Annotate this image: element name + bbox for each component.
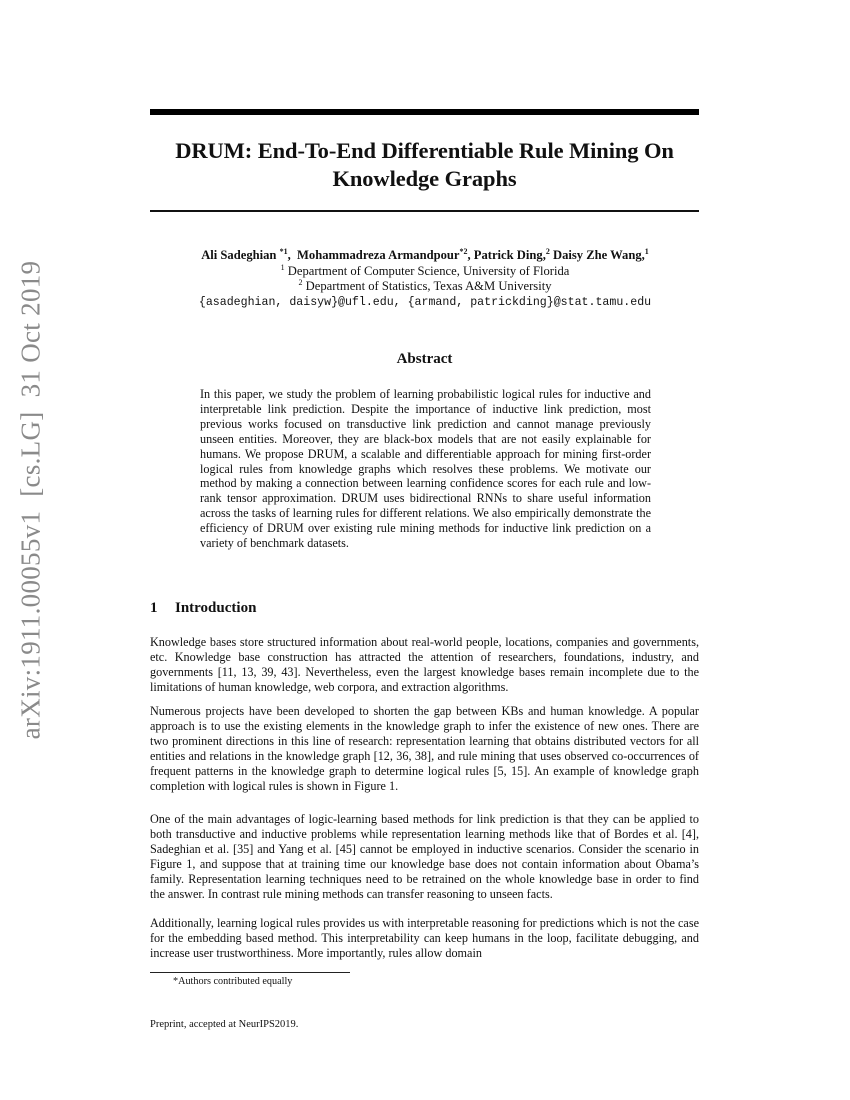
author-mark: *1 [279,247,288,256]
affiliation [130,279,720,295]
author-mark: *2 [459,247,468,256]
body-paragraph: Knowledge bases store structured information about real-world people, locations, companies and governments, etc. Knowledge base construction has attracted the attention of researchers, foundations, industry, and governments [11, 13, 39, 43]. Nevertheless, even the largest knowledge bases remain incomplete due to the limitations of human knowledge, web corpora, and extraction algorithms. [150,635,699,694]
abstract-text: In this paper, we study the problem of learning probabilistic logical rules for inductive and interpretable link prediction. Despite the importance of inductive link prediction, most previous works focused on transductive link prediction and cannot manage previously unseen entities. Moreover, they are black-box models that are not easily explainable for humans. We propose DRUM, a scalable and differentiable approach for mining first-order logical rules from knowledge graphs which resolves these problems. We motivate our method by making a connection between learning confidence scores for each rule and low-rank tensor approximation. DRUM uses bidirectional RNNs to share useful information across the tasks of learning rules for different relations. We also empirically demonstrate the efficiency of DRUM over existing rule mining methods for inductive link prediction on a variety of benchmark datasets. [200,387,651,551]
author-name: Daisy Zhe Wang, [553,248,645,262]
paper-title [150,137,699,193]
affiliation-mark: 1 [280,262,285,272]
author-mark: 2 [545,247,550,256]
body-paragraph: One of the main advantages of logic-learning based methods for link prediction is that they can be applied to both transductive and inductive problems while representation learning methods like that of Bordes et al. [4], Sadeghian et al. [35] and Yang et al. [45] cannot be employed in inductive scenarios. Consider the scenario in Figure 1, and suppose that at training time our knowledge base does not contain information about Obama’s family. Representation learning techniques need to be retrained on the whole knowledge base in order to find the answer. In contrast rule mining methods can transfer reasoning to unseen facts. [150,812,699,901]
arxiv-date: 31 Oct 2019 [15,260,46,398]
preprint-notice: Preprint, accepted at NeurIPS2019. [150,1019,299,1030]
author-name: Patrick Ding, [473,248,546,262]
author-name: Ali Sadeghian [201,248,277,262]
footnote-rule [150,972,350,973]
author-emails: {asadeghian, daisyw}@ufl.edu, {armand, patrickding}@stat.tamu.edu [198,295,652,309]
arxiv-id: arXiv:1911.00055v1 [15,510,46,740]
body-paragraph: Additionally, learning logical rules provides us with interpretable reasoning for predictions which is not the case for the embedding based method. This interpretability can keep humans in the loop, facilitate debugging, and increase user trustworthiness. More importantly, rules allow domain [150,916,699,960]
footnote: *Authors contributed equally [173,976,293,987]
author-names: Ali Sadeghian $^{*1}$, Mohammadreza Armandpour$^{*2}$, Patrick Ding,$^2$ Daisy Zhe Wang,$^1$ [201,247,649,262]
arxiv-stamp [16,261,47,740]
title-line-2: Knowledge Graphs [332,166,517,191]
affiliation [130,264,720,280]
body-paragraph: Numerous projects have been developed to shorten the gap between KBs and human knowledge. A popular approach is to use the existing elements in the knowledge graph to infer the existence of new ones. There are two prominent directions in this line of research: representation learning that obtains distributed vectors for all entities and relations in the knowledge graph [12, 36, 38], and rule mining that uses observed co-occurrences of frequent patterns in the knowledge graph to determine logical rules [5, 15]. An example of knowledge graph completion with logical rules is shown in Figure 1. [150,704,699,793]
author-block [130,248,720,310]
affiliation-text: Department of Computer Science, University of Florida [287,263,570,278]
title-top-rule [150,109,699,115]
section-heading [150,600,256,617]
section-title: Introduction [175,600,257,616]
title-line-1: DRUM: End-To-End Differentiable Rule Mining On [175,138,674,163]
affiliation-mark: 2 [298,278,303,287]
affiliation-text: Department of Statistics, Texas A&M University [305,279,552,293]
abstract-heading: Abstract [396,351,453,367]
author-mark: 1 [644,247,649,256]
arxiv-category: [cs.LG] [15,411,46,497]
author-name: Mohammadreza Armandpour [297,248,460,262]
title-bottom-rule [150,210,699,212]
section-number: 1 [150,600,158,616]
